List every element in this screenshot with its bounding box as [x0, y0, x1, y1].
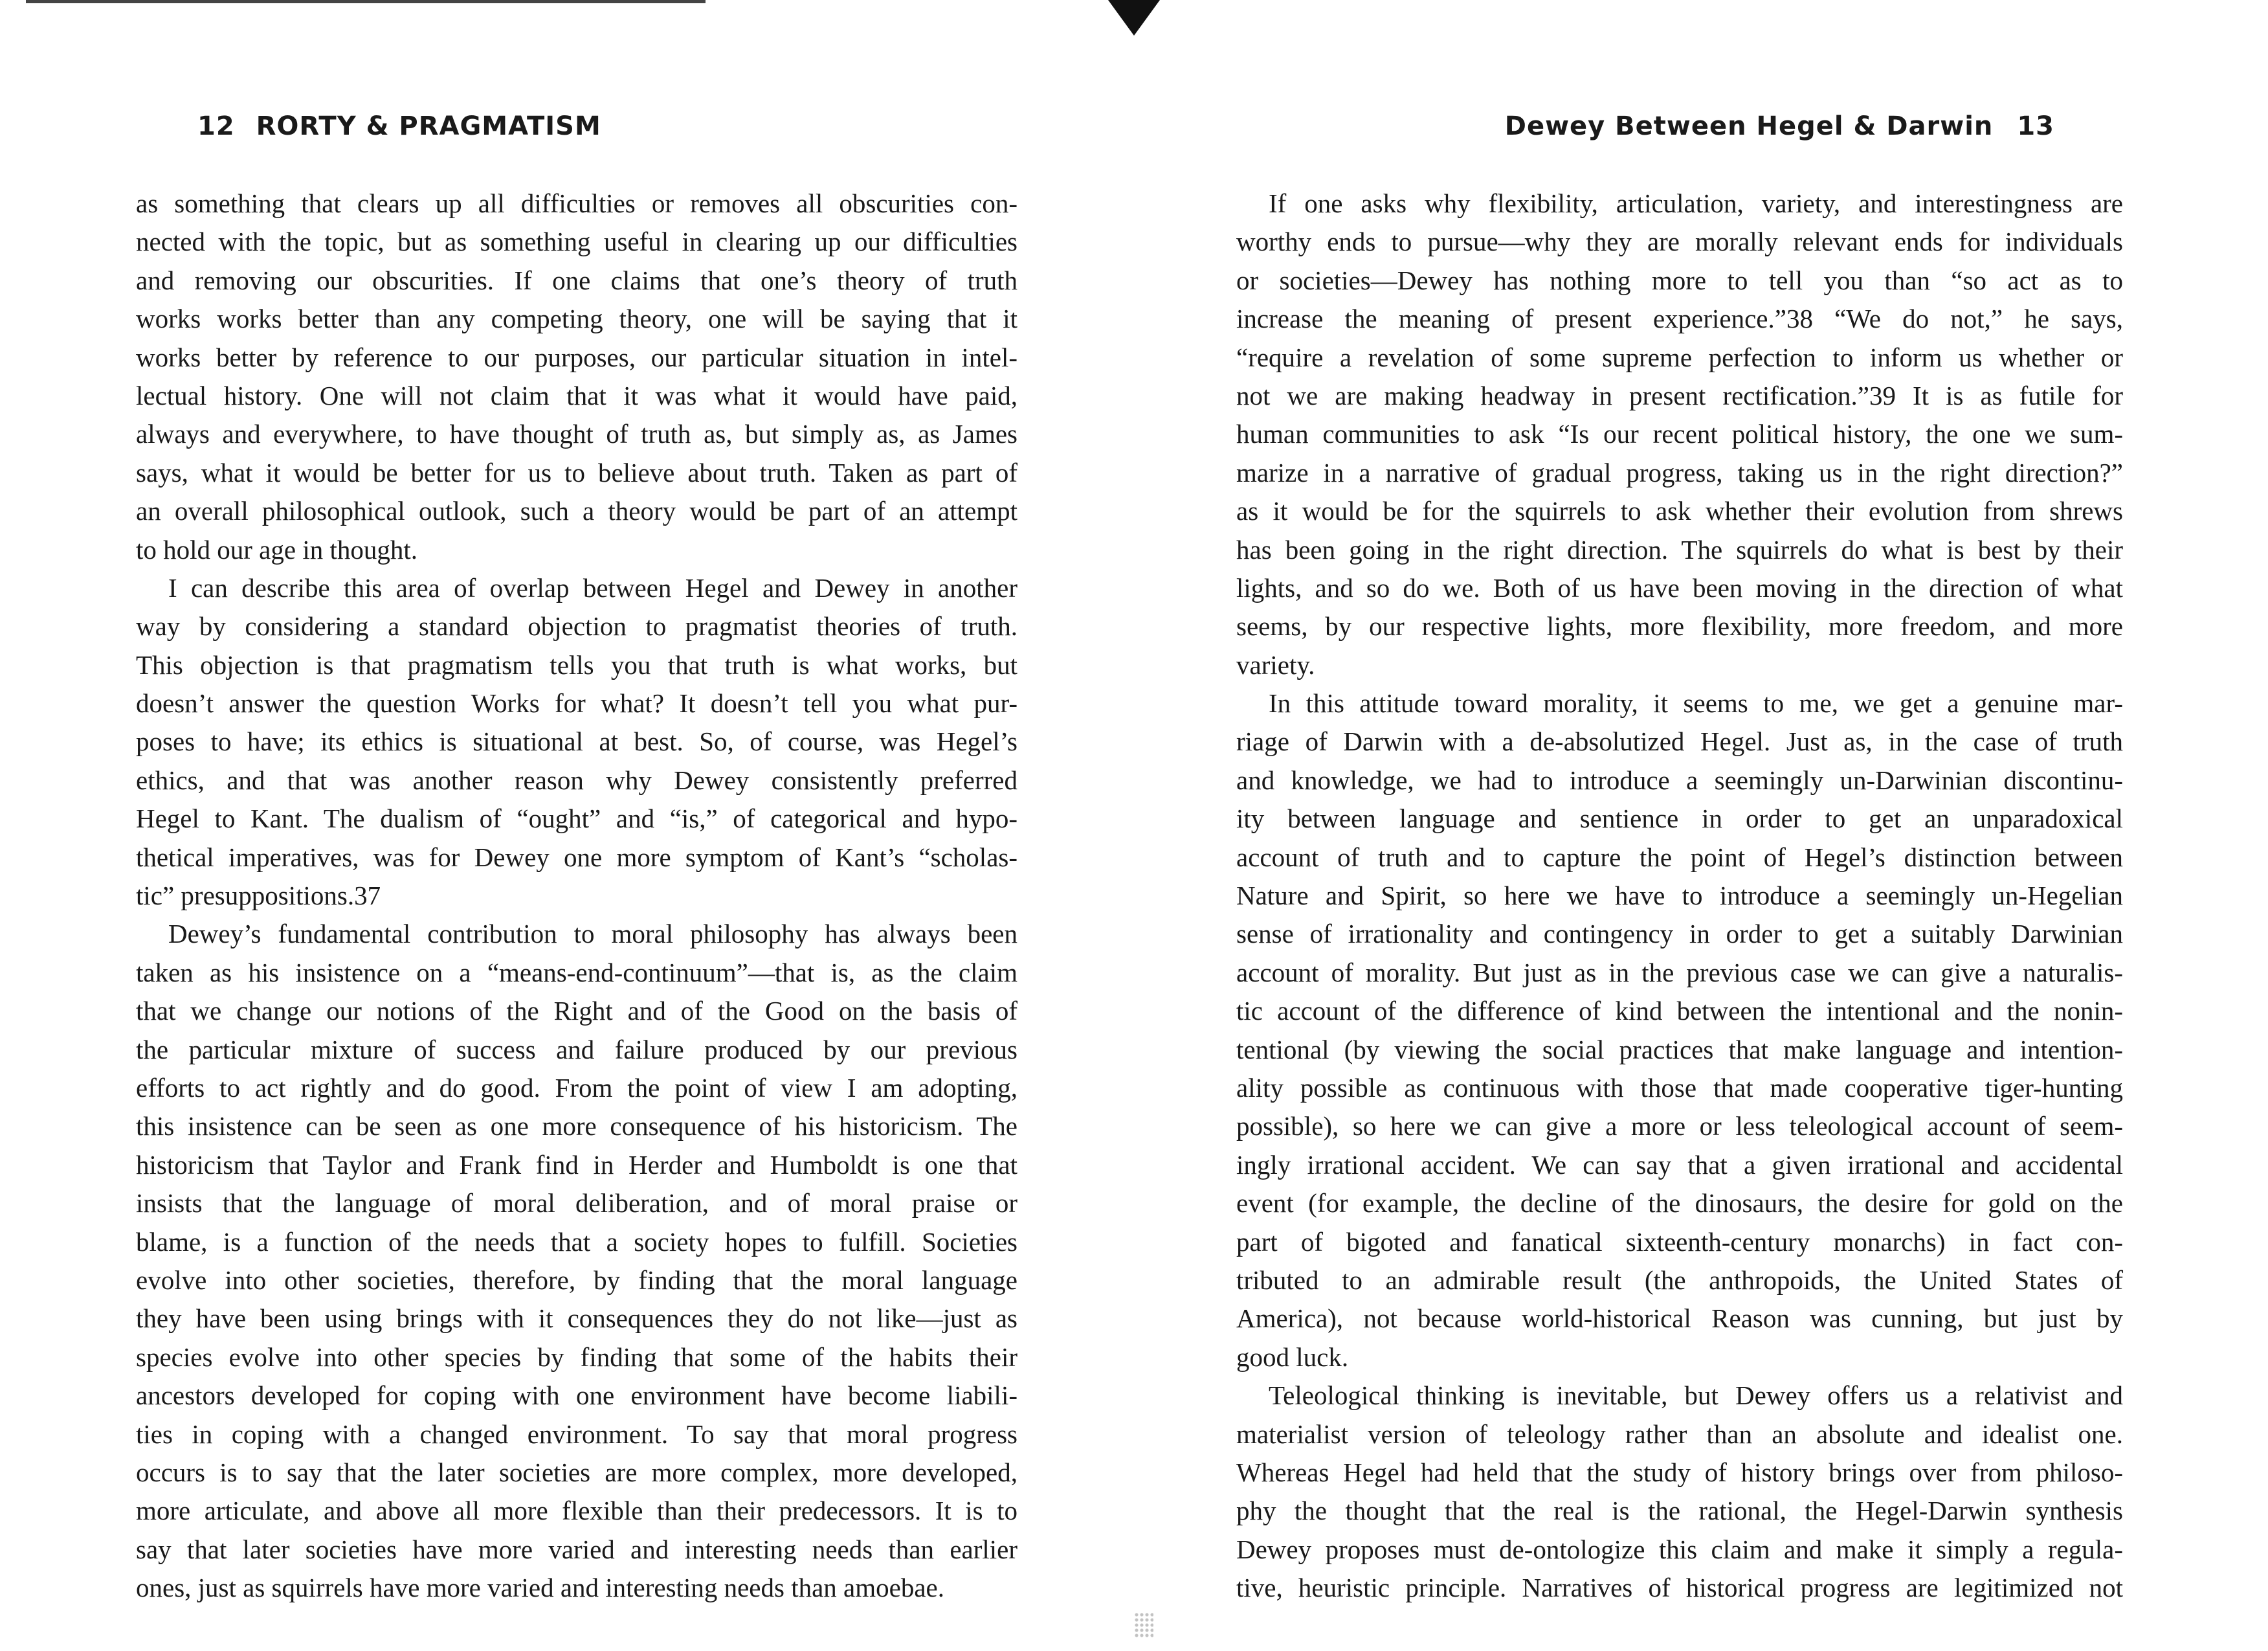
text-line: more articulate, and above all more flexible than their predecessors. It is to: [136, 1496, 1017, 1526]
text-line: or societies—Dewey has nothing more to tell you than “so act as to: [1236, 265, 2123, 295]
text-line: lectual history. One will not claim that it was what it would have paid,: [136, 380, 1017, 410]
text-line: an overall philosophical outlook, such a theory would be part of an attempt: [136, 496, 1017, 526]
text-line: In this attitude toward morality, it seems to me, we get a genuine mar-: [1269, 688, 2123, 719]
left-running-header: [197, 111, 601, 141]
text-line: ethics, and that was another reason why Dewey consistently preferred: [136, 765, 1017, 795]
text-line: increase the meaning of present experience.”38 “We do not,” he says,: [1236, 304, 2123, 334]
left-body-text: [136, 185, 1017, 1607]
text-line: “require a revelation of some supreme perfection to inform us whether or: [1236, 342, 2123, 372]
text-line: says, what it would be better for us to believe about truth. Taken as part of: [136, 457, 1017, 488]
text-line: they have been using brings with it consequences they do not like—just as: [136, 1303, 1017, 1334]
right-running-head: Dewey Between Hegel & Darwin: [1504, 111, 1994, 141]
text-line: part of bigoted and fanatical sixteenth-century monarchs) in fact con-: [1236, 1226, 2123, 1257]
text-line: Teleological thinking is inevitable, but Dewey offers us a relativist and: [1269, 1380, 2123, 1411]
text-line: tic account of the difference of kind between the intentional and the nonin-: [1236, 996, 2123, 1026]
text-line: as something that clears up all difficulties or removes all obscurities con-: [136, 188, 1017, 218]
text-line: the particular mixture of success and failure produced by our previous: [136, 1034, 1017, 1064]
text-line: lights, and so do we. Both of us have been moving in the direction of what: [1236, 572, 2123, 603]
text-line: historicism that Taylor and Frank find in Herder and Humboldt is one that: [136, 1149, 1017, 1180]
text-line: possible), so here we can give a more or less teleological account of seem-: [1236, 1111, 2123, 1141]
text-line: thetical imperatives, was for Dewey one more symptom of Kant’s “scholas-: [136, 842, 1017, 872]
text-line: Dewey’s fundamental contribution to moral philosophy has always been: [168, 919, 1017, 949]
text-line: ancestors developed for coping with one environment have become liabili-: [136, 1380, 1017, 1411]
text-line: and removing our obscurities. If one claims that one’s theory of truth: [136, 265, 1017, 295]
text-line: tive, heuristic principle. Narratives of historical progress are legitimized not: [1236, 1573, 2123, 1603]
text-line: occurs is to say that the later societies are more complex, more developed,: [136, 1457, 1017, 1487]
text-line: insists that the language of moral deliberation, and of moral praise or: [136, 1188, 1017, 1219]
text-line: I can describe this area of overlap between Hegel and Dewey in another: [168, 572, 1017, 603]
text-line: has been going in the right direction. The squirrels do what is best by their: [1236, 534, 2123, 565]
text-line: event (for example, the decline of the dinosaurs, the desire for gold on the: [1236, 1188, 2123, 1219]
text-line: species evolve into other species by finding that some of the habits their: [136, 1342, 1017, 1372]
text-line: doesn’t answer the question Works for what? It doesn’t tell you what pur-: [136, 688, 1017, 719]
text-line: always and everywhere, to have thought of truth as, but simply as, as James: [136, 419, 1017, 449]
text-line: Hegel to Kant. The dualism of “ought” and “is,” of categorical and hypo-: [136, 803, 1017, 834]
text-line: tentional (by viewing the social practices that make language and intention-: [1236, 1034, 2123, 1064]
text-line: ity between language and sentience in order to get an unparadoxical: [1236, 803, 2123, 834]
text-line: not we are making headway in present rectification.”39 It is as futile for: [1236, 380, 2123, 410]
text-line: If one asks why flexibility, articulation, variety, and interestingness are: [1269, 188, 2123, 218]
text-line: Nature and Spirit, so here we have to introduce a seemingly un-Hegelian: [1236, 881, 2123, 911]
text-line: This objection is that pragmatism tells you that truth is what works, but: [136, 649, 1017, 680]
text-line: tributed to an admirable result (the anthropoids, the United States of: [1236, 1264, 2123, 1295]
right-body-text: [1236, 185, 2123, 1607]
text-line: riage of Darwin with a de-absolutized Hegel. Just as, in the case of truth: [1236, 726, 2123, 757]
right-page-number: 13: [2017, 111, 2054, 141]
text-line: Dewey proposes must de-ontologize this claim and make it simply a regula-: [1236, 1534, 2123, 1564]
text-line: blame, is a function of the needs that a society hopes to fulfill. Societies: [136, 1226, 1017, 1257]
right-running-header: [1505, 111, 2054, 141]
text-line: and knowledge, we had to introduce a seemingly un-Darwinian discontinu-: [1236, 765, 2123, 795]
text-line: as it would be for the squirrels to ask whether their evolution from shrews: [1236, 496, 2123, 526]
text-line: ingly irrational accident. We can say that a given irrational and accidental: [1236, 1149, 2123, 1180]
text-line: materialist version of teleology rather than an absolute and idealist one.: [1236, 1419, 2123, 1449]
text-line: sense of irrationality and contingency in order to get a suitably Darwinian: [1236, 919, 2123, 949]
left-running-head: RORTY & PRAGMATISM: [256, 111, 601, 141]
text-line: way by considering a standard objection to pragmatist theories of truth.: [136, 611, 1017, 642]
text-line: works better by reference to our purposes, our particular situation in intel-: [136, 342, 1017, 372]
text-line: that we change our notions of the Right and of the Good on the basis of: [136, 996, 1017, 1026]
text-line: Whereas Hegel had held that the study of history brings over from philoso-: [1236, 1457, 2123, 1487]
text-line: works works better than any competing theory, one will be saying that it: [136, 304, 1017, 334]
text-line: human communities to ask “Is our recent political history, the one we sum-: [1236, 419, 2123, 449]
text-line: America), not because world-historical Reason was cunning, but just by: [1236, 1303, 2123, 1334]
text-line: marize in a narrative of gradual progress, taking us in the right direction?”: [1236, 457, 2123, 488]
text-line: account of truth and to capture the point of Hegel’s distinction between: [1236, 842, 2123, 872]
text-line: variety.: [1236, 649, 1315, 680]
text-line: taken as his insistence on a “means-end-continuum”—that is, as the claim: [136, 957, 1017, 987]
text-line: phy the thought that the real is the rational, the Hegel-Darwin synthesis: [1236, 1496, 2123, 1526]
text-line: this insistence can be seen as one more consequence of his historicism. The: [136, 1111, 1017, 1141]
left-page-number: 12: [197, 111, 235, 141]
text-line: tic” presuppositions.37: [136, 881, 381, 911]
text-line: ties in coping with a changed environment. To say that moral progress: [136, 1419, 1017, 1449]
text-line: good luck.: [1236, 1342, 1349, 1372]
text-line: evolve into other societies, therefore, by finding that the moral language: [136, 1264, 1017, 1295]
text-line: nected with the topic, but as something useful in clearing up our difficulties: [136, 227, 1017, 257]
right-page: [1134, 0, 2268, 1651]
text-line: poses to have; its ethics is situational at best. So, of course, was Hegel’s: [136, 726, 1017, 757]
text-line: ality possible as continuous with those that made cooperative tiger-hunting: [1236, 1072, 2123, 1103]
text-line: worthy ends to pursue—why they are morally relevant ends for individuals: [1236, 227, 2123, 257]
text-line: ones, just as squirrels have more varied and interesting needs than amoebae.: [136, 1573, 944, 1603]
text-line: efforts to act rightly and do good. From the point of view I am adopting,: [136, 1072, 1017, 1103]
text-line: account of morality. But just as in the previous case we can give a naturalis-: [1236, 957, 2123, 987]
text-line: say that later societies have more varied and interesting needs than earlier: [136, 1534, 1017, 1564]
text-line: to hold our age in thought.: [136, 534, 418, 565]
text-line: seems, by our respective lights, more flexibility, more freedom, and more: [1236, 611, 2123, 642]
